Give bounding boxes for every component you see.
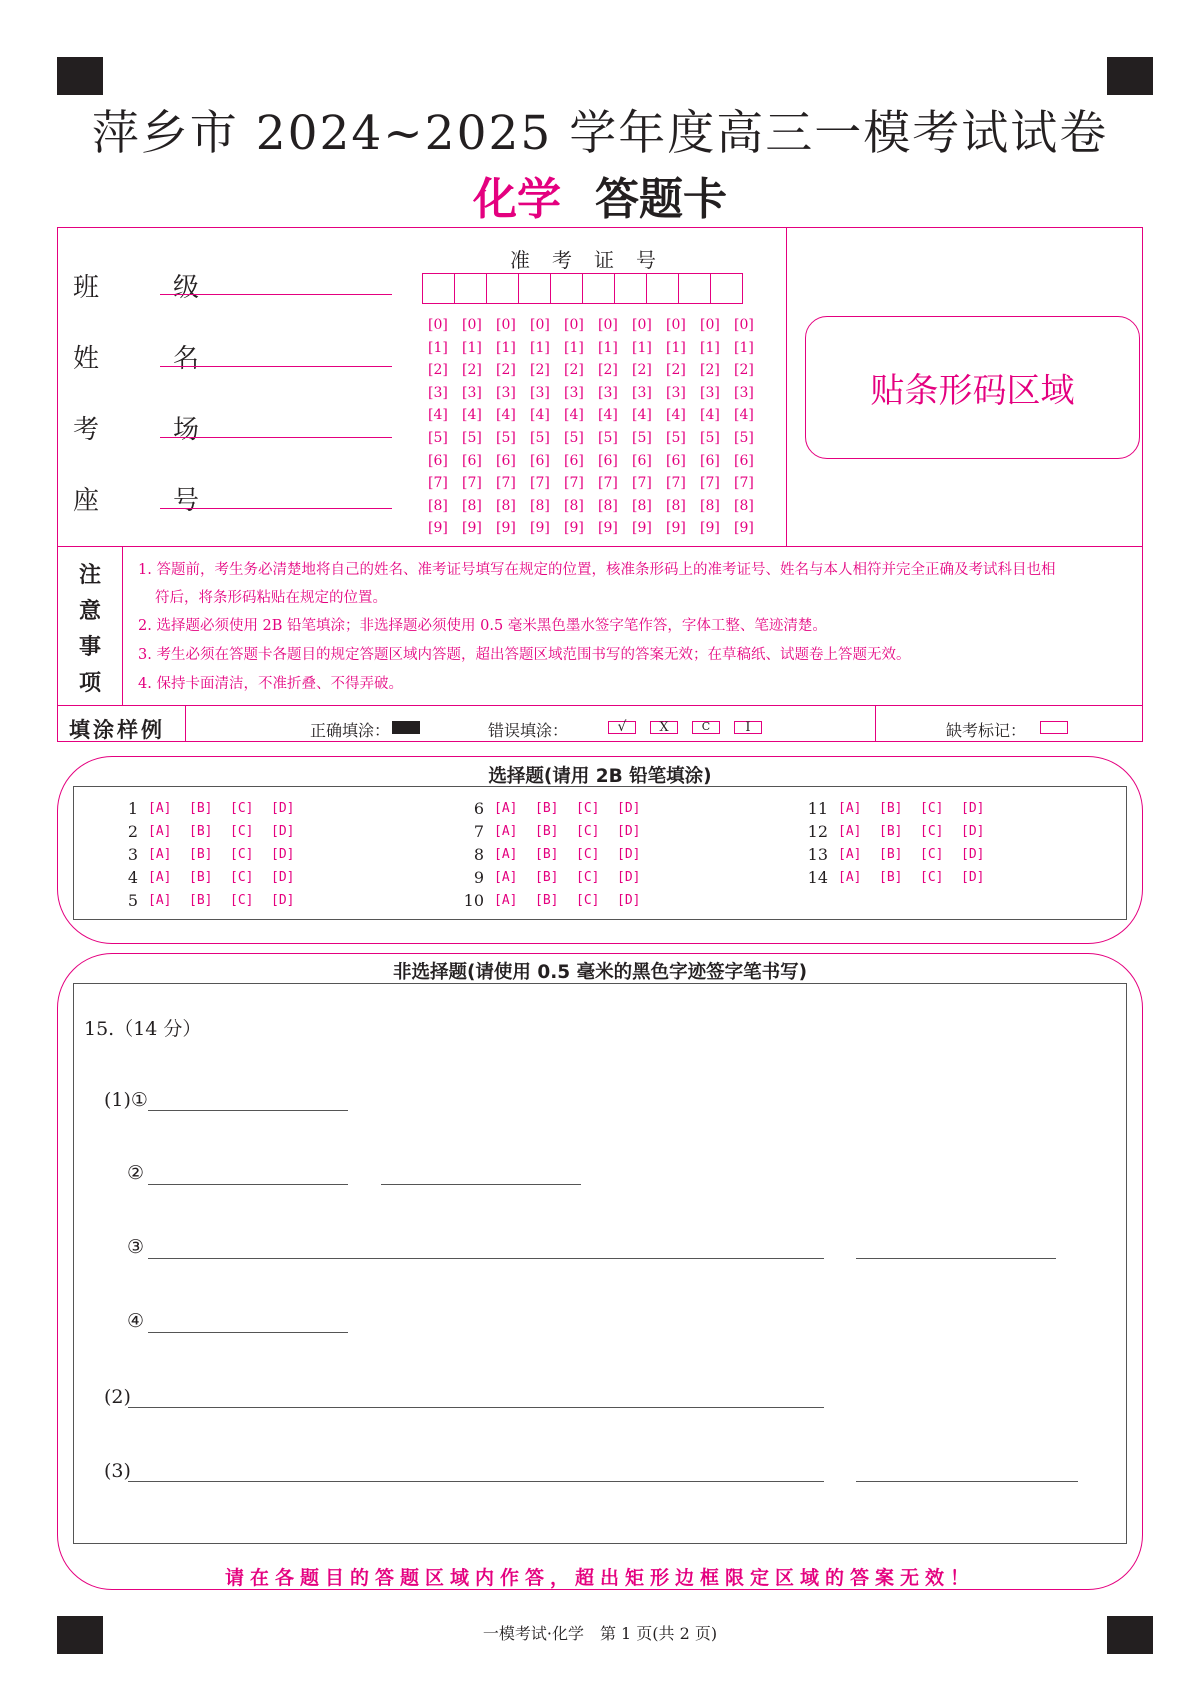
ticket-digit-bubble[interactable]: [5]	[530, 429, 550, 446]
ticket-digit-bubble[interactable]: [0]	[428, 317, 448, 333]
choice-option-bubble[interactable]: [A]	[838, 823, 862, 839]
ticket-digit-bubble[interactable]: [0]	[564, 317, 584, 333]
ticket-digit-bubble[interactable]: [3]	[598, 384, 618, 401]
choice-option-bubble[interactable]: [B]	[189, 800, 213, 816]
choice-question-number: 10	[463, 890, 484, 910]
choice-question-13	[802, 843, 1002, 865]
choice-option-bubble[interactable]: [B]	[535, 800, 559, 816]
choice-option-bubble[interactable]: [A]	[838, 800, 862, 816]
ticket-digit-bubble[interactable]: [2]	[530, 362, 550, 379]
ticket-digit-bubble[interactable]: [7]	[462, 475, 482, 492]
choice-question-4	[112, 866, 312, 888]
notice-item: 1. 答题前，考生务必清楚地将自己的姓名、准考证号填写在规定的位置，核准条形码上的准考证号、姓名与本人相符并完全正确及考试科目也相	[138, 562, 1056, 578]
choice-option-bubble[interactable]: [C]	[576, 846, 600, 862]
absent-mark-box[interactable]	[1040, 721, 1068, 734]
ticket-digit-bubble[interactable]: [0]	[666, 317, 686, 333]
ticket-digit-bubble[interactable]: [5]	[564, 429, 584, 446]
ticket-digit-bubble[interactable]: [2]	[564, 362, 584, 379]
choice-option-bubble[interactable]: [A]	[148, 823, 172, 839]
ticket-digit-bubble[interactable]: [8]	[564, 497, 584, 514]
part-1-1-label: (1)①	[104, 1089, 148, 1111]
choice-question-number: 6	[473, 798, 484, 818]
ticket-digit-bubble[interactable]: [3]	[700, 384, 720, 401]
page-title: 萍乡市 2024~2025 学年度高三一模考试试卷	[91, 106, 1109, 161]
ticket-digit-bubble[interactable]: [4]	[666, 407, 686, 424]
ticket-digit-bubble[interactable]: [3]	[496, 384, 516, 401]
ticket-digit-bubble[interactable]: [7]	[428, 475, 448, 492]
ticket-digit-cell[interactable]	[422, 273, 455, 304]
answer-line-1-3b[interactable]	[856, 1258, 1056, 1259]
choice-question-9	[458, 866, 658, 888]
choice-question-number: 12	[807, 821, 828, 841]
choice-question-number: 3	[127, 844, 138, 864]
answer-line-1-4[interactable]	[148, 1332, 348, 1333]
ticket-digit-bubble[interactable]: [4]	[496, 407, 516, 424]
choice-option-bubble[interactable]: [C]	[230, 823, 254, 839]
choice-question-number: 14	[807, 867, 828, 887]
ticket-digit-bubble[interactable]: [5]	[598, 429, 618, 446]
ticket-digit-bubble[interactable]: [7]	[530, 475, 550, 492]
part-3-label: (3)	[104, 1460, 131, 1482]
choice-question-number: 5	[127, 890, 138, 910]
ticket-digit-bubble[interactable]: [8]	[496, 497, 516, 514]
page-footer: 一模考试·化学 第 1 页(共 2 页)	[482, 1624, 718, 1643]
choice-option-bubble[interactable]: [B]	[879, 869, 903, 885]
wrong-fill-sample-check: √	[608, 721, 636, 734]
ticket-digit-bubble[interactable]: [4]	[632, 407, 652, 424]
ticket-digit-bubble[interactable]: [2]	[632, 362, 652, 379]
choice-option-bubble[interactable]: [D]	[961, 869, 985, 885]
part-1-3-label: ③	[127, 1236, 145, 1258]
ticket-bubble-row	[428, 450, 768, 473]
ticket-digit-bubble[interactable]: [1]	[666, 339, 686, 356]
ticket-digit-bubble[interactable]: [7]	[734, 475, 754, 492]
ticket-digit-bubble[interactable]: [4]	[428, 407, 448, 424]
ticket-digit-bubble[interactable]: [2]	[734, 362, 754, 379]
choice-question-number: 7	[473, 821, 484, 841]
choice-option-bubble[interactable]: [A]	[494, 869, 518, 885]
choice-option-bubble[interactable]: [B]	[189, 869, 213, 885]
choice-option-bubble[interactable]: [A]	[148, 892, 172, 908]
correct-fill-label: 正确填涂：	[310, 721, 391, 740]
ticket-bubble-row	[428, 314, 768, 337]
ticket-digit-bubble[interactable]: [8]	[428, 497, 448, 514]
choice-option-bubble[interactable]: [A]	[838, 869, 862, 885]
ticket-digit-bubble[interactable]: [2]	[666, 362, 686, 379]
ticket-bubble-row	[428, 517, 768, 540]
choice-option-bubble[interactable]: [C]	[920, 846, 944, 862]
ticket-digit-bubble[interactable]: [7]	[700, 475, 720, 492]
ticket-bubble-row	[428, 495, 768, 518]
choice-option-bubble[interactable]: [D]	[617, 800, 641, 816]
ticket-digit-bubble[interactable]: [4]	[598, 407, 618, 424]
choice-option-bubble[interactable]: [C]	[230, 846, 254, 862]
ticket-digit-bubble[interactable]: [5]	[428, 429, 448, 446]
divider-absent	[875, 705, 876, 742]
answer-area-warning: 请在各题目的答题区域内作答，超出矩形边框限定区域的答案无效！	[224, 1567, 975, 1589]
wrong-fill-sample-cross: X	[650, 721, 678, 734]
ticket-digit-bubble[interactable]: [6]	[598, 452, 618, 469]
ticket-digit-bubble[interactable]: [2]	[700, 362, 720, 379]
ticket-digit-bubble[interactable]: [6]	[496, 452, 516, 469]
ticket-digit-bubble[interactable]: [8]	[700, 497, 720, 514]
nonchoice-section-title: 非选择题(请使用 0.5 毫米的黑色字迹签字笔书写)	[392, 962, 808, 983]
choice-question-5	[112, 889, 312, 911]
divider-fill-top	[57, 705, 1143, 706]
ticket-digit-bubble[interactable]: [3]	[564, 384, 584, 401]
ticket-digit-bubble[interactable]: [3]	[666, 384, 686, 401]
choice-question-10	[458, 889, 658, 911]
name-label: 姓 名	[73, 344, 224, 374]
divider-notice-label	[122, 546, 123, 706]
ticket-digit-bubble[interactable]: [7]	[598, 475, 618, 492]
choice-option-bubble[interactable]: [B]	[535, 846, 559, 862]
choice-option-bubble[interactable]: [A]	[494, 892, 518, 908]
ticket-digit-bubble[interactable]: [4]	[734, 407, 754, 424]
ticket-digit-bubble[interactable]: [7]	[632, 475, 652, 492]
barcode-area	[805, 316, 1140, 459]
choice-question-number: 11	[807, 798, 828, 818]
ticket-digit-bubble[interactable]: [0]	[530, 317, 550, 333]
ticket-digit-cell[interactable]	[518, 273, 551, 304]
choice-question-6	[458, 797, 658, 819]
ticket-digit-bubble[interactable]: [2]	[598, 362, 618, 379]
ticket-digit-bubble[interactable]: [0]	[598, 317, 618, 333]
seat-field[interactable]	[160, 508, 392, 509]
question-15-title: 15.（14 分）	[84, 1018, 202, 1040]
choice-option-bubble[interactable]: [D]	[617, 846, 641, 862]
seat-label: 座 号	[73, 486, 224, 516]
ticket-digit-bubble[interactable]: [6]	[734, 452, 754, 469]
choice-question-12	[802, 820, 1002, 842]
choice-option-bubble[interactable]: [C]	[576, 800, 600, 816]
choice-option-bubble[interactable]: [C]	[576, 892, 600, 908]
barcode-label: 贴条形码区域	[870, 371, 1075, 411]
choice-question-number: 1	[127, 798, 138, 818]
ticket-number-heading: 准考证号	[510, 248, 678, 272]
ticket-digit-bubble[interactable]: [1]	[632, 339, 652, 356]
class-label: 班 级	[73, 273, 224, 303]
choice-option-bubble[interactable]: [C]	[576, 869, 600, 885]
ticket-digit-bubble[interactable]: [8]	[598, 497, 618, 514]
choice-option-bubble[interactable]: [B]	[879, 823, 903, 839]
corner-marker-top-left	[57, 57, 103, 95]
ticket-digit-bubble[interactable]: [4]	[462, 407, 482, 424]
ticket-digit-bubble[interactable]: [2]	[428, 362, 448, 379]
ticket-digit-bubble[interactable]: [4]	[564, 407, 584, 424]
choice-option-bubble[interactable]: [D]	[961, 846, 985, 862]
ticket-digit-bubble[interactable]: [7]	[496, 475, 516, 492]
notice-item: 2. 选择题必须使用 2B 铅笔填涂；非选择题必须使用 0.5 毫米黑色墨水签字笔作答，字体工整、笔迹清楚。	[138, 618, 827, 634]
choice-option-bubble[interactable]: [A]	[494, 823, 518, 839]
part-2-label: (2)	[104, 1386, 131, 1408]
ticket-digit-bubble[interactable]: [9]	[700, 520, 720, 537]
card-name: 答题卡	[595, 174, 727, 225]
ticket-digit-bubble[interactable]: [9]	[462, 520, 482, 537]
choice-option-bubble[interactable]: [A]	[494, 846, 518, 862]
answer-line-3a[interactable]	[128, 1481, 824, 1482]
ticket-digit-cell[interactable]	[678, 273, 711, 304]
choice-question-number: 4	[127, 867, 138, 887]
choice-option-bubble[interactable]: [B]	[535, 892, 559, 908]
ticket-digit-bubble[interactable]: [8]	[632, 497, 652, 514]
choice-question-number: 8	[473, 844, 484, 864]
ticket-digit-bubble[interactable]: [0]	[700, 317, 720, 333]
ticket-digit-bubble[interactable]: [3]	[530, 384, 550, 401]
choice-option-bubble[interactable]: [D]	[271, 869, 295, 885]
choice-option-bubble[interactable]: [A]	[148, 846, 172, 862]
ticket-digit-bubble[interactable]: [1]	[564, 339, 584, 356]
ticket-digit-bubble[interactable]: [5]	[734, 429, 754, 446]
choice-option-bubble[interactable]: [C]	[920, 869, 944, 885]
ticket-digit-bubble[interactable]: [9]	[598, 520, 618, 537]
answer-line-1-3a[interactable]	[148, 1258, 824, 1259]
ticket-bubble-row	[428, 427, 768, 450]
ticket-digit-bubble[interactable]: [9]	[428, 520, 448, 537]
ticket-digit-bubble[interactable]: [6]	[666, 452, 686, 469]
ticket-digit-bubble[interactable]: [8]	[462, 497, 482, 514]
ticket-digit-bubble[interactable]: [9]	[496, 520, 516, 537]
ticket-bubble-grid	[428, 314, 768, 540]
correct-fill-sample	[392, 721, 420, 734]
wrong-fill-sample-line: I	[734, 721, 762, 734]
ticket-bubble-row	[428, 337, 768, 360]
choice-option-bubble[interactable]: [A]	[148, 800, 172, 816]
choice-option-bubble[interactable]: [B]	[535, 869, 559, 885]
page-subtitle	[0, 163, 1200, 227]
ticket-digit-bubble[interactable]: [8]	[734, 497, 754, 514]
ticket-digit-bubble[interactable]: [3]	[734, 384, 754, 401]
ticket-digit-cell[interactable]	[550, 273, 583, 304]
ticket-bubble-row	[428, 404, 768, 427]
choice-question-11	[802, 797, 1002, 819]
ticket-digit-bubble[interactable]: [0]	[632, 317, 652, 333]
ticket-digit-bubble[interactable]: [9]	[666, 520, 686, 537]
wrong-fill-sample-circle: C	[692, 721, 720, 734]
choice-question-number: 2	[127, 821, 138, 841]
ticket-digit-bubble[interactable]: [1]	[700, 339, 720, 356]
ticket-digit-bubble[interactable]: [0]	[734, 317, 754, 333]
choice-option-bubble[interactable]: [D]	[271, 892, 295, 908]
ticket-digit-bubble[interactable]: [4]	[530, 407, 550, 424]
ticket-digit-cell[interactable]	[454, 273, 487, 304]
choice-option-bubble[interactable]: [D]	[617, 823, 641, 839]
choice-option-bubble[interactable]: [C]	[920, 823, 944, 839]
choice-option-bubble[interactable]: [C]	[230, 800, 254, 816]
ticket-digit-bubble[interactable]: [2]	[462, 362, 482, 379]
ticket-digit-bubble[interactable]: [1]	[598, 339, 618, 356]
ticket-digit-bubble[interactable]: [5]	[632, 429, 652, 446]
choice-option-bubble[interactable]: [C]	[576, 823, 600, 839]
choice-option-bubble[interactable]: [B]	[189, 892, 213, 908]
absent-mark-label: 缺考标记：	[946, 721, 1027, 740]
choice-option-bubble[interactable]: [D]	[961, 823, 985, 839]
ticket-digit-bubble[interactable]: [1]	[428, 339, 448, 356]
choice-question-7	[458, 820, 658, 842]
choice-option-bubble[interactable]: [D]	[271, 823, 295, 839]
class-field[interactable]	[160, 294, 392, 295]
ticket-number-cells	[423, 273, 743, 304]
part-1-4-label: ④	[127, 1310, 145, 1332]
choice-question-3	[112, 843, 312, 865]
choice-option-bubble[interactable]: [D]	[617, 869, 641, 885]
choice-option-bubble[interactable]: [C]	[230, 892, 254, 908]
ticket-digit-cell[interactable]	[582, 273, 615, 304]
choice-option-bubble[interactable]: [B]	[189, 846, 213, 862]
nonchoice-answer-box	[73, 983, 1127, 1544]
choice-option-bubble[interactable]: [D]	[271, 800, 295, 816]
choice-option-bubble[interactable]: [D]	[271, 846, 295, 862]
answer-line-1-2b[interactable]	[381, 1184, 581, 1185]
room-field[interactable]	[160, 437, 392, 438]
divider-notice-top	[57, 546, 1143, 547]
answer-line-1-1[interactable]	[148, 1110, 348, 1111]
corner-marker-top-right	[1107, 57, 1153, 95]
choice-option-bubble[interactable]: [C]	[230, 869, 254, 885]
ticket-digit-bubble[interactable]: [9]	[530, 520, 550, 537]
ticket-digit-bubble[interactable]: [6]	[428, 452, 448, 469]
ticket-digit-bubble[interactable]: [3]	[428, 384, 448, 401]
answer-line-2[interactable]	[128, 1407, 824, 1408]
part-1-2-label: ②	[127, 1162, 145, 1184]
ticket-digit-bubble[interactable]: [7]	[564, 475, 584, 492]
choice-question-8	[458, 843, 658, 865]
divider-fill-label	[185, 705, 186, 742]
choice-option-bubble[interactable]: [A]	[148, 869, 172, 885]
ticket-digit-cell[interactable]	[614, 273, 647, 304]
ticket-digit-cell[interactable]	[710, 273, 743, 304]
ticket-digit-bubble[interactable]: [5]	[666, 429, 686, 446]
subject-name: 化学	[473, 174, 561, 225]
choice-option-bubble[interactable]: [A]	[838, 846, 862, 862]
ticket-digit-bubble[interactable]: [8]	[530, 497, 550, 514]
ticket-digit-bubble[interactable]: [1]	[734, 339, 754, 356]
ticket-digit-bubble[interactable]: [6]	[530, 452, 550, 469]
choice-question-2	[112, 820, 312, 842]
ticket-digit-bubble[interactable]: [1]	[496, 339, 516, 356]
ticket-digit-bubble[interactable]: [7]	[666, 475, 686, 492]
ticket-digit-bubble[interactable]: [6]	[700, 452, 720, 469]
ticket-digit-bubble[interactable]: [3]	[462, 384, 482, 401]
ticket-digit-bubble[interactable]: [5]	[496, 429, 516, 446]
ticket-digit-bubble[interactable]: [1]	[530, 339, 550, 356]
ticket-digit-bubble[interactable]: [8]	[666, 497, 686, 514]
room-label: 考 场	[73, 415, 224, 445]
choice-option-bubble[interactable]: [A]	[494, 800, 518, 816]
ticket-digit-bubble[interactable]: [0]	[496, 317, 516, 333]
choice-question-number: 13	[807, 844, 828, 864]
wrong-fill-label: 错误填涂：	[488, 721, 569, 740]
choice-option-bubble[interactable]: [B]	[879, 800, 903, 816]
answer-line-3b[interactable]	[856, 1481, 1078, 1482]
ticket-digit-bubble[interactable]: [6]	[564, 452, 584, 469]
ticket-digit-bubble[interactable]: [9]	[734, 520, 754, 537]
choice-question-number: 9	[473, 867, 484, 887]
ticket-digit-bubble[interactable]: [2]	[496, 362, 516, 379]
notice-label: 注意事项	[78, 563, 101, 696]
ticket-digit-bubble[interactable]: [6]	[462, 452, 482, 469]
ticket-digit-bubble[interactable]: [6]	[632, 452, 652, 469]
ticket-digit-cell[interactable]	[486, 273, 519, 304]
notice-item: 3. 考生必须在答题卡各题目的规定答题区域内答题，超出答题区域范围书写的答案无效；在草稿纸、试题卷上答题无效。	[138, 647, 911, 663]
ticket-digit-bubble[interactable]: [1]	[462, 339, 482, 356]
notice-item: 4. 保持卡面清洁，不准折叠、不得弄破。	[138, 676, 403, 692]
ticket-digit-bubble[interactable]: [9]	[632, 520, 652, 537]
choice-option-bubble[interactable]: [D]	[961, 800, 985, 816]
name-field[interactable]	[160, 366, 392, 367]
ticket-digit-bubble[interactable]: [5]	[700, 429, 720, 446]
choice-question-1	[112, 797, 312, 819]
ticket-bubble-row	[428, 382, 768, 405]
ticket-digit-bubble[interactable]: [5]	[462, 429, 482, 446]
choice-option-bubble[interactable]: [B]	[879, 846, 903, 862]
fill-example-label: 填涂样例	[69, 718, 165, 742]
choice-option-bubble[interactable]: [B]	[189, 823, 213, 839]
divider-barcode	[786, 227, 787, 547]
ticket-digit-bubble[interactable]: [9]	[564, 520, 584, 537]
ticket-bubble-row	[428, 472, 768, 495]
ticket-digit-cell[interactable]	[646, 273, 679, 304]
choice-option-bubble[interactable]: [D]	[617, 892, 641, 908]
notice-item: 符后，将条形码粘贴在规定的位置。	[155, 590, 387, 606]
ticket-digit-bubble[interactable]: [4]	[700, 407, 720, 424]
ticket-bubble-row	[428, 359, 768, 382]
choice-option-bubble[interactable]: [C]	[920, 800, 944, 816]
choice-question-14	[802, 866, 1002, 888]
ticket-digit-bubble[interactable]: [3]	[632, 384, 652, 401]
answer-line-1-2a[interactable]	[148, 1184, 348, 1185]
choice-option-bubble[interactable]: [B]	[535, 823, 559, 839]
choice-section-title: 选择题(请用 2B 铅笔填涂)	[488, 766, 712, 787]
ticket-digit-bubble[interactable]: [0]	[462, 317, 482, 333]
